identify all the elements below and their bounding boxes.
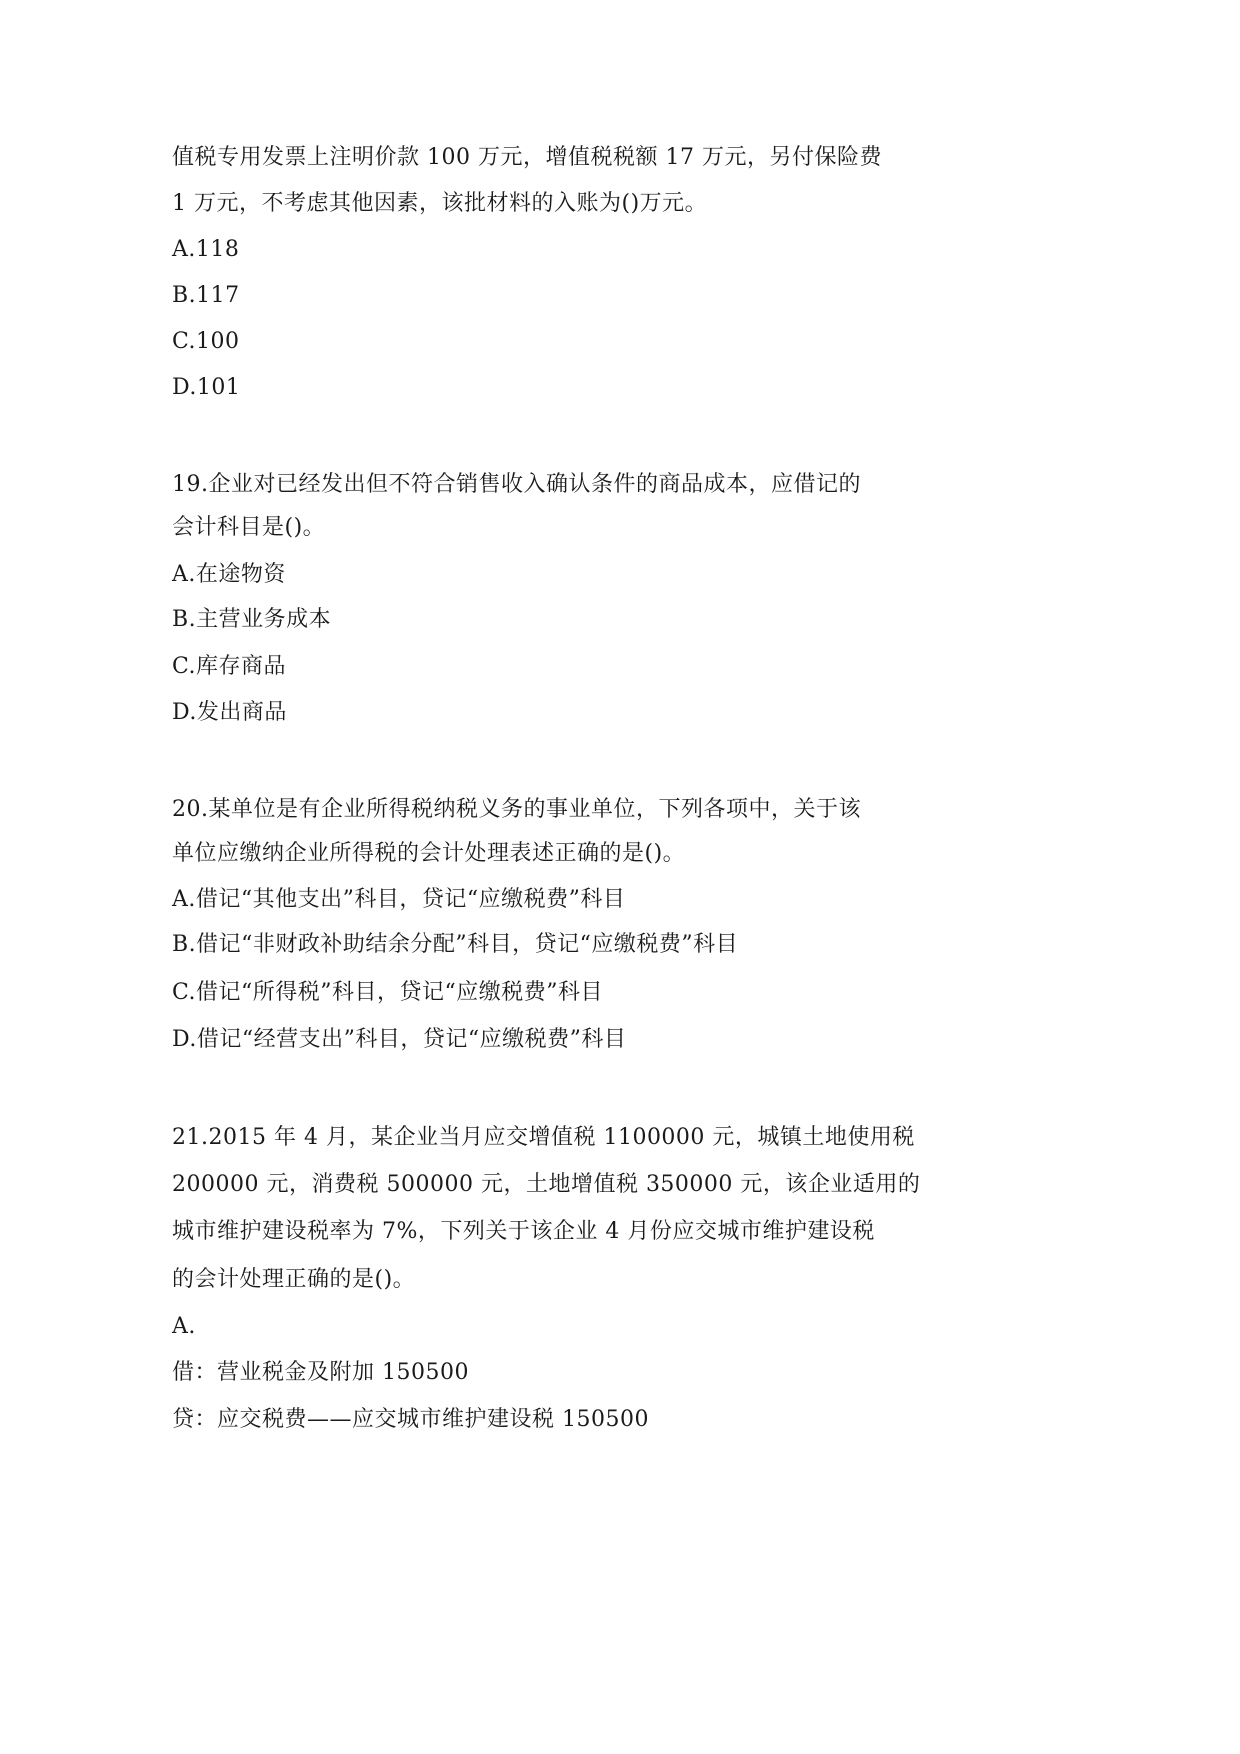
option-c: C.库存商品: [172, 654, 287, 679]
question-stem-line: 1 万元，不考虑其他因素，该批材料的入账为()万元。: [172, 191, 708, 216]
option-d: D.发出商品: [172, 700, 287, 725]
option-a-label: A.: [172, 1314, 196, 1339]
option-d: D.101: [172, 375, 241, 400]
option-b: B.主营业务成本: [172, 607, 332, 632]
question-stem-line: 会计科目是()。: [172, 515, 326, 540]
option-a: A.118: [172, 237, 240, 262]
question-stem-line: 值税专用发票上注明价款 100 万元，增值税税额 17 万元，另付保险费: [172, 145, 882, 170]
question-stem-line: 21.2015 年 4 月，某企业当月应交增值税 1100000 元，城镇土地使用税: [172, 1125, 915, 1150]
option-a: A.借记“其他支出”科目，贷记“应缴税费”科目: [172, 887, 626, 912]
option-c: C.100: [172, 329, 240, 354]
option-a-credit-entry: 贷：应交税费——应交城市维护建设税 150500: [172, 1407, 649, 1432]
question-stem-line: 城市维护建设税率为 7%，下列关于该企业 4 月份应交城市维护建设税: [172, 1219, 875, 1244]
question-stem-line: 200000 元，消费税 500000 元，土地增值税 350000 元，该企业适用的: [172, 1172, 921, 1197]
question-stem-line: 单位应缴纳企业所得税的会计处理表述正确的是()。: [172, 841, 686, 866]
question-stem-line: 19.企业对已经发出但不符合销售收入确认条件的商品成本，应借记的: [172, 472, 861, 497]
option-b: B.借记“非财政补助结余分配”科目，贷记“应缴税费”科目: [172, 932, 739, 957]
option-c: C.借记“所得税”科目，贷记“应缴税费”科目: [172, 980, 604, 1005]
option-a-debit-entry: 借：营业税金及附加 150500: [172, 1360, 469, 1385]
option-b: B.117: [172, 283, 240, 308]
option-a: A.在途物资: [172, 562, 286, 587]
option-d: D.借记“经营支出”科目，贷记“应缴税费”科目: [172, 1027, 627, 1052]
question-stem-line: 的会计处理正确的是()。: [172, 1267, 416, 1292]
question-stem-line: 20.某单位是有企业所得税纳税义务的事业单位，下列各项中，关于该: [172, 797, 861, 822]
